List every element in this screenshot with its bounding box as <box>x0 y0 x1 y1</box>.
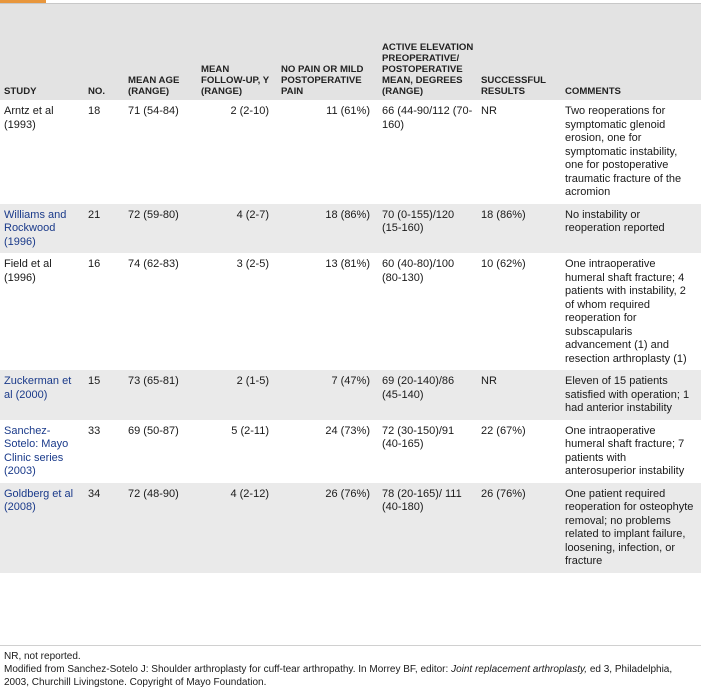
cell-elevation: 69 (20-140)/86 (45-140) <box>378 370 477 420</box>
cell-elevation: 60 (40-80)/100 (80-130) <box>382 258 455 284</box>
cell-comments: Eleven of 15 patients satisfied with operation; 1 had anterior instability <box>561 370 701 420</box>
cell-study-link[interactable]: Sanchez-Sotelo: Mayo Clinic series (2003) <box>4 424 69 477</box>
table-row <box>0 420 701 483</box>
cell-follow-up: 4 (2-12) <box>197 483 277 573</box>
header-age: MEAN AGE (RANGE) <box>124 4 197 100</box>
cell-pain: 26 (76%) <box>277 483 378 573</box>
footnotes <box>4 650 699 689</box>
cell-success: 22 (67%) <box>481 424 526 437</box>
header-comments: COMMENTS <box>561 4 701 100</box>
table-row <box>0 370 701 420</box>
cell-elevation: 78 (20-165)/ 111 (40-180) <box>378 483 477 573</box>
cell-pain: 13 (81%) <box>325 258 370 270</box>
table-row <box>0 204 701 254</box>
cell-success: 26 (76%) <box>477 483 561 573</box>
source-text-end: ed 3, Philadelphia, 2003, Churchill Livingstone. Copyright of Mayo Foundation. <box>4 664 673 688</box>
cell-elevation: 70 (0-155)/120 (15-160) <box>378 204 477 254</box>
cell-no: 16 <box>88 258 101 270</box>
cell-no: 18 <box>88 105 101 117</box>
cell-no: 33 <box>88 424 101 437</box>
header-study: STUDY <box>0 4 84 100</box>
cell-study: Arntz et al (1993) <box>4 105 54 131</box>
cell-age: 71 (54-84) <box>128 105 179 117</box>
cell-follow-up: 2 (2-10) <box>230 105 269 117</box>
cell-comments: One patient required reoperation for osteophyte removal; no problems related to implant failure, loosening, infection, or fracture <box>561 483 701 573</box>
cell-follow-up: 3 (2-5) <box>236 258 269 270</box>
cell-elevation: 72 (30-150)/91 (40-165) <box>382 424 455 450</box>
cell-follow-up: 2 (1-5) <box>197 370 277 420</box>
header-follow-up: MEAN FOLLOW-UP, Y (RANGE) <box>197 4 277 100</box>
cell-success: 18 (86%) <box>477 204 561 254</box>
table-row <box>0 100 701 204</box>
source-text: Modified from Sanchez-Sotelo J: Shoulder arthroplasty for cuff-tear arthropathy. In Morrey BF, editor: <box>4 664 452 675</box>
cell-comments: No instability or reoperation reported <box>561 204 701 254</box>
cell-comments: One intraoperative humeral shaft fracture; 7 patients with anterosuperior instability <box>565 424 685 477</box>
cell-age: 72 (48-90) <box>124 483 197 573</box>
cell-success: 10 (62%) <box>481 258 526 270</box>
cell-no: 15 <box>84 370 124 420</box>
cell-no: 21 <box>84 204 124 254</box>
cell-comments: Two reoperations for symptomatic glenoid erosion, one for symptomatic instability, one for postoperative traumatic fracture of the acromion <box>565 105 682 198</box>
cell-pain: 24 (73%) <box>325 424 370 437</box>
results-table <box>0 4 701 573</box>
cell-study: Field et al (1996) <box>4 258 52 284</box>
cell-success: NR <box>477 370 561 420</box>
cell-no: 34 <box>84 483 124 573</box>
footer-rule <box>0 645 701 646</box>
header-success: SUCCESSFUL RESULTS <box>477 4 561 100</box>
cell-success: NR <box>481 105 497 117</box>
header-row <box>0 4 701 100</box>
cell-comments: One intraoperative humeral shaft fracture; 4 patients with instability, 2 of whom required reoperation for subscapularis advancement (1) and resection arthroplasty (1) <box>565 258 687 365</box>
cell-follow-up: 4 (2-7) <box>197 204 277 254</box>
footnote-source <box>4 663 699 689</box>
header-elevation: ACTIVE ELEVATION PREOPERATIVE/ POSTOPERATIVE MEAN, DEGREES (RANGE) <box>378 4 477 100</box>
cell-study-link[interactable]: Williams and Rockwood (1996) <box>0 204 84 254</box>
cell-pain: 18 (86%) <box>277 204 378 254</box>
header-no: NO. <box>84 4 124 100</box>
footnote-nr: NR, not reported. <box>4 651 81 662</box>
cell-pain: 7 (47%) <box>277 370 378 420</box>
header-pain: NO PAIN OR MILD POSTOPERATIVE PAIN <box>277 4 378 100</box>
cell-age: 69 (50-87) <box>128 424 179 437</box>
table-row <box>0 253 701 370</box>
cell-follow-up: 5 (2-11) <box>231 424 269 437</box>
cell-elevation: 66 (44-90/112 (70-160) <box>382 105 473 131</box>
source-book-title: Joint replacement arthroplasty, <box>451 664 588 675</box>
cell-pain: 11 (61%) <box>326 105 370 117</box>
table-row <box>0 483 701 573</box>
cell-study-link[interactable]: Goldberg et al (2008) <box>0 483 84 573</box>
cell-age: 73 (65-81) <box>124 370 197 420</box>
cell-age: 72 (59-80) <box>124 204 197 254</box>
cell-age: 74 (62-83) <box>128 258 179 270</box>
cell-study-link[interactable]: Zuckerman et al (2000) <box>0 370 84 420</box>
